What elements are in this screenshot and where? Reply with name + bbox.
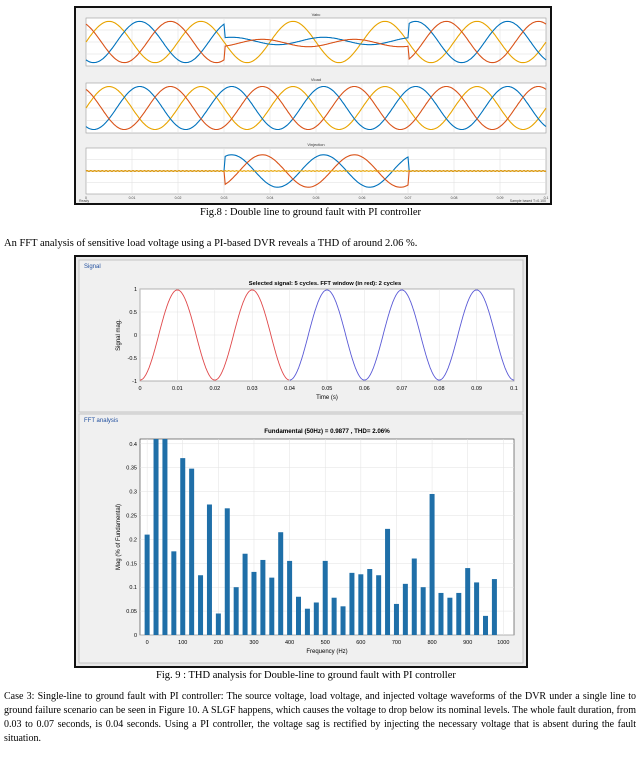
figure-9-caption: Fig. 9 : THD analysis for Double-line to ground fault with PI controller xyxy=(156,670,456,681)
fft-y-tick: 0.2 xyxy=(129,537,137,544)
signal-x-tick: 0 xyxy=(138,386,142,392)
fft-bar xyxy=(403,584,408,635)
fft-y-tick: 0.05 xyxy=(126,609,137,616)
fft-x-tick: 100 xyxy=(178,640,188,646)
fft-y-tick: 0.35 xyxy=(126,465,137,472)
scope-x-tick: 0.01 xyxy=(128,196,136,200)
fft-bar xyxy=(358,574,363,635)
scope-panel-title: Vabc xyxy=(311,12,321,17)
fft-y-tick: 0.4 xyxy=(129,441,137,448)
fft-x-tick: 200 xyxy=(213,640,223,646)
case3-paragraph: Case 3: Single-line to ground fault with PI controller: The source voltage, load voltage, and injected voltage waveforms of the DVR under a single line to ground failure scenario can be seen in Figure 10. A SLGF happens, which causes the voltage to drop below its nominal levels. The whole fault duration, from 0.03 to 0.07 seconds, is 0.04 seconds. Using a PI controller, the voltage sag is rectified by injecting the necessary voltage that is absent during the fault situation. xyxy=(4,691,636,744)
fft-bar xyxy=(323,561,328,635)
fft-bar xyxy=(474,582,479,635)
signal-x-tick: 0.06 xyxy=(359,386,370,392)
scope-status-right: Sample based T=0.100 xyxy=(509,199,546,203)
fft-x-tick: 600 xyxy=(356,640,366,646)
fft-bar xyxy=(394,604,399,635)
fft-bar xyxy=(376,575,381,635)
fft-bar xyxy=(430,494,435,635)
fft-bar xyxy=(216,613,221,635)
signal-x-tick: 0.1 xyxy=(510,386,518,392)
fft-bar xyxy=(296,597,301,635)
fft-bar xyxy=(492,579,497,635)
fft-bar xyxy=(225,508,230,635)
fft-y-tick: 0.3 xyxy=(129,489,137,496)
fft-x-tick: 300 xyxy=(249,640,259,646)
fft-bar xyxy=(171,551,176,635)
scope-plots xyxy=(76,8,550,203)
scope-panel-title: Vinjection xyxy=(307,142,325,147)
scope-x-tick: 0.05 xyxy=(312,196,320,200)
scope-x-tick: 0.08 xyxy=(450,196,458,200)
fft-bar xyxy=(269,578,274,635)
fft-bar xyxy=(438,593,443,635)
scope-panel-title: Vload xyxy=(310,77,322,82)
fft-bar xyxy=(456,593,461,635)
scope-x-tick: 0.04 xyxy=(266,196,274,200)
signal-x-tick: 0.01 xyxy=(172,386,183,392)
signal-y-tick: 0 xyxy=(133,333,137,339)
fft-bar xyxy=(367,569,372,635)
fft-bar xyxy=(234,587,239,635)
fft-x-tick: 900 xyxy=(463,640,473,646)
fft-panel-label: FFT analysis xyxy=(84,418,119,424)
signal-x-tick: 0.02 xyxy=(209,386,221,392)
figure-9-fft xyxy=(74,255,528,668)
signal-y-tick: 0.5 xyxy=(129,310,137,316)
fft-y-tick: 0.15 xyxy=(126,561,137,568)
fft-x-tick: 1000 xyxy=(497,640,510,646)
fft-bar xyxy=(465,568,470,635)
signal-x-tick: 0.08 xyxy=(433,386,445,392)
fft-bar xyxy=(287,561,292,635)
signal-y-tick: -0.5 xyxy=(127,356,137,362)
fft-x-tick: 500 xyxy=(320,640,330,646)
fft-bar xyxy=(198,575,203,635)
fft-x-tick: 0 xyxy=(145,640,149,646)
signal-x-label: Time (s) xyxy=(316,395,338,401)
signal-x-tick: 0.05 xyxy=(321,386,333,392)
intro-paragraph: An FFT analysis of sensitive load voltage using a PI-based DVR reveals a THD of around 2.06 %. xyxy=(4,238,418,249)
scope-x-tick: 0.03 xyxy=(220,196,228,200)
fft-bar xyxy=(145,535,150,635)
fft-bar xyxy=(421,587,426,635)
fft-bar xyxy=(154,439,159,635)
fft-bar xyxy=(260,560,265,635)
signal-y-label: Signal mag. xyxy=(116,319,122,351)
fft-bar xyxy=(305,609,310,635)
scope-x-tick: 0.1 xyxy=(543,196,549,200)
fft-x-tick: 800 xyxy=(427,640,437,646)
signal-y-tick: -1 xyxy=(132,379,137,385)
fft-analysis xyxy=(76,257,526,666)
scope-status-left: Ready xyxy=(79,199,90,203)
fft-bar xyxy=(251,572,256,635)
scope-x-tick: 0.07 xyxy=(404,196,412,200)
scope-x-tick: 0 xyxy=(85,196,87,200)
fft-bar xyxy=(385,529,390,635)
signal-y-tick: 1 xyxy=(133,287,137,293)
fft-bar xyxy=(180,458,185,635)
scope-trace xyxy=(86,171,546,172)
fft-y-label: Mag (% of Fundamental) xyxy=(116,503,122,571)
fft-y-tick: 0.1 xyxy=(129,585,137,592)
signal-x-tick: 0.09 xyxy=(471,386,482,392)
figure-8-scope xyxy=(74,6,552,205)
signal-x-tick: 0.04 xyxy=(284,386,295,392)
fft-bar xyxy=(332,598,337,635)
fft-bar xyxy=(341,606,346,635)
fft-y-tick: 0 xyxy=(133,633,137,639)
signal-title: Selected signal: 5 cycles. FFT window (in red): 2 cycles xyxy=(248,281,402,287)
fft-bar xyxy=(349,573,354,635)
fft-bar xyxy=(243,554,248,635)
fft-bar xyxy=(207,504,212,635)
fft-x-label: Frequency (Hz) xyxy=(306,649,348,655)
fft-bar xyxy=(189,469,194,635)
fft-bar xyxy=(162,439,167,635)
fft-title: Fundamental (50Hz) = 0.9877 , THD= 2.06% xyxy=(264,428,390,435)
fft-y-tick: 0.25 xyxy=(126,513,137,520)
scope-x-tick: 0.09 xyxy=(496,196,504,200)
fft-bar xyxy=(483,616,488,635)
figure-8-caption: Fig.8 : Double line to ground fault with PI controller xyxy=(200,207,422,218)
signal-panel-label: Signal xyxy=(84,264,101,270)
fft-bar xyxy=(412,559,417,635)
fft-x-tick: 700 xyxy=(391,640,402,646)
fft-x-tick: 400 xyxy=(285,640,295,646)
fft-bar xyxy=(447,598,452,635)
fft-bar xyxy=(314,602,319,635)
scope-x-tick: 0.06 xyxy=(358,196,366,200)
signal-x-tick: 0.07 xyxy=(396,386,408,392)
signal-x-tick: 0.03 xyxy=(246,386,258,392)
scope-x-tick: 0.02 xyxy=(174,196,182,200)
fft-bar xyxy=(278,532,283,635)
